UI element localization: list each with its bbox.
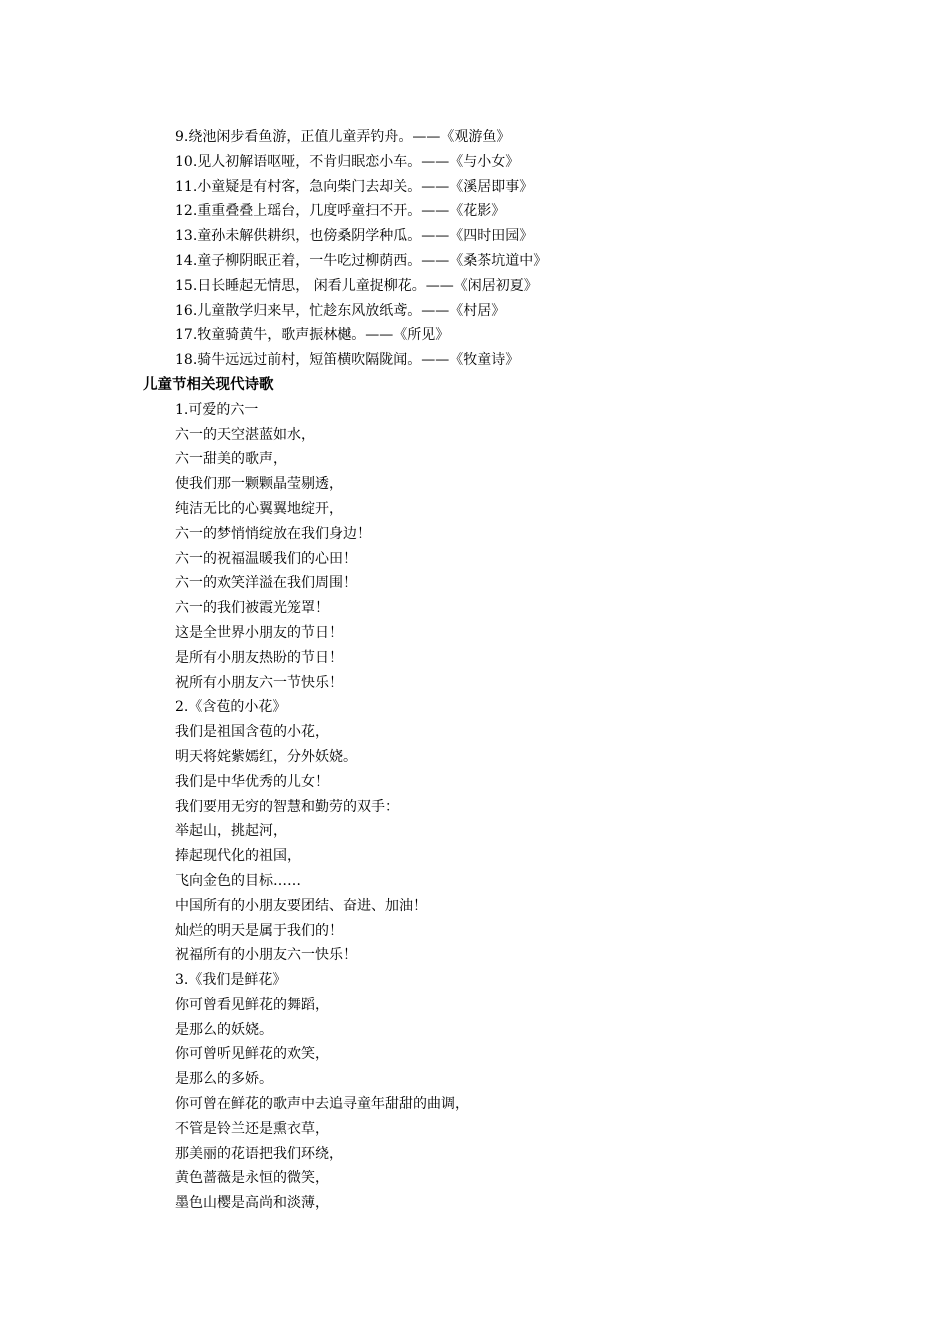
poem-title: 1.可爱的六一 bbox=[175, 401, 259, 418]
section-heading: 儿童节相关现代诗歌 bbox=[143, 376, 274, 393]
poem-line: 15.日长睡起无情思， 闲看儿童捉柳花。——《闲居初夏》 bbox=[175, 277, 538, 294]
poem-line: 这是全世界小朋友的节日！ bbox=[175, 624, 343, 641]
poem-line: 你可曾听见鲜花的欢笑， bbox=[175, 1046, 329, 1063]
poem-line: 使我们那一颗颗晶莹剔透， bbox=[175, 476, 343, 493]
poem-title: 2.《含苞的小花》 bbox=[175, 699, 287, 716]
poem-line: 10.见人初解语呕哑，不肯归眠恋小车。——《与小女》 bbox=[175, 153, 520, 170]
poem-title: 3.《我们是鲜花》 bbox=[175, 972, 287, 989]
poem-line: 举起山，挑起河， bbox=[175, 823, 287, 840]
classical-poem-list bbox=[143, 125, 843, 373]
poem-line: 我们要用无穷的智慧和勤劳的双手： bbox=[175, 798, 399, 815]
poem-line: 捧起现代化的祖国， bbox=[175, 848, 301, 865]
poem-line: 六一甜美的歌声， bbox=[175, 451, 287, 468]
poem-line: 明天将姹紫嫣红，分外妖娆。 bbox=[175, 748, 357, 765]
poem-line: 是那么的多娇。 bbox=[175, 1071, 273, 1088]
poem-line: 飞向金色的目标…… bbox=[175, 872, 301, 889]
poem-line: 17.牧童骑黄牛，歌声振林樾。——《所见》 bbox=[175, 327, 450, 344]
poem-line: 中国所有的小朋友要团结、奋进、加油！ bbox=[175, 897, 427, 914]
poem-line: 祝所有小朋友六一节快乐！ bbox=[175, 674, 343, 691]
poem-line: 是所有小朋友热盼的节日！ bbox=[175, 649, 343, 666]
poem-line: 11.小童疑是有村客，急向柴门去却关。——《溪居即事》 bbox=[175, 178, 534, 195]
poem-line: 9.绕池闲步看鱼游，正值儿童弄钓舟。——《观游鱼》 bbox=[175, 129, 511, 145]
poem-line: 我们是中华优秀的儿女！ bbox=[175, 773, 329, 790]
poem-line: 12.重重叠叠上瑶台，几度呼童扫不开。——《花影》 bbox=[175, 203, 506, 220]
poem-line: 你可曾看见鲜花的舞蹈， bbox=[175, 996, 329, 1013]
poem-line: 是那么的妖娆。 bbox=[175, 1021, 273, 1038]
poem-line: 18.骑牛远远过前村，短笛横吹隔陇闻。——《牧童诗》 bbox=[175, 352, 520, 369]
poem-line: 六一的欢笑洋溢在我们周围！ bbox=[175, 575, 357, 592]
poem-line: 不管是铃兰还是熏衣草， bbox=[175, 1120, 329, 1137]
poem-line: 我们是祖国含苞的小花， bbox=[175, 724, 329, 741]
modern-poem-list bbox=[143, 398, 843, 1216]
document-body bbox=[143, 125, 843, 1216]
poem-line: 纯洁无比的心翼翼地绽开， bbox=[175, 500, 343, 517]
poem-line: 六一的梦悄悄绽放在我们身边！ bbox=[175, 525, 371, 542]
poem-line: 那美丽的花语把我们环绕， bbox=[175, 1145, 343, 1162]
poem-line: 六一的天空湛蓝如水， bbox=[175, 426, 315, 443]
poem-line: 16.儿童散学归来早，忙趁东风放纸鸢。——《村居》 bbox=[175, 302, 506, 319]
poem-line: 六一的我们被霞光笼罩！ bbox=[175, 600, 329, 617]
poem-line: 墨色山樱是高尚和淡薄， bbox=[175, 1195, 329, 1212]
poem-line: 14.童子柳阴眠正着，一牛吃过柳荫西。——《桑茶坑道中》 bbox=[175, 252, 548, 269]
poem-line: 黄色蔷薇是永恒的微笑， bbox=[175, 1170, 329, 1187]
poem-line: 六一的祝福温暖我们的心田！ bbox=[175, 550, 357, 567]
poem-line: 13.童孙未解供耕织，也傍桑阴学种瓜。——《四时田园》 bbox=[175, 228, 534, 245]
poem-line: 祝福所有的小朋友六一快乐！ bbox=[175, 947, 357, 964]
poem-line: 你可曾在鲜花的歌声中去追寻童年甜甜的曲调， bbox=[175, 1096, 469, 1113]
poem-line: 灿烂的明天是属于我们的！ bbox=[175, 922, 343, 939]
